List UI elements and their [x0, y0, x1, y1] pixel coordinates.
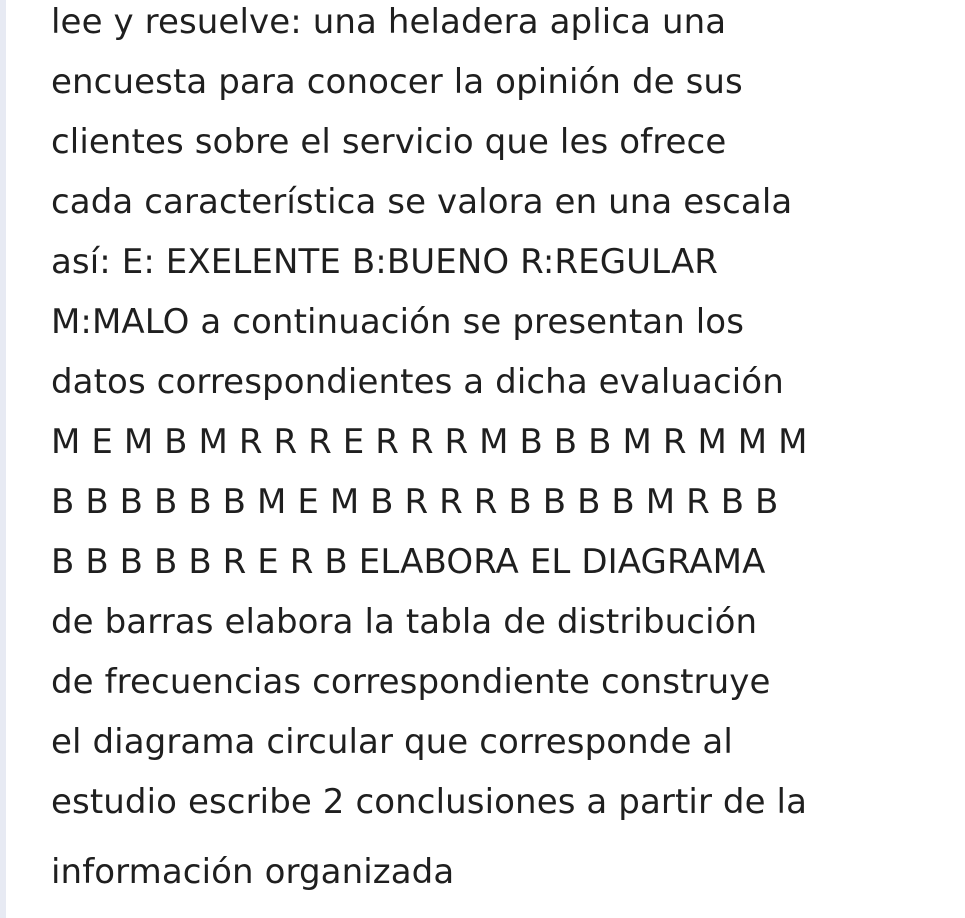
- text-line: información organizada: [51, 852, 455, 892]
- question-text: [51, 0, 956, 904]
- text-line: cada característica se valora en una escala: [51, 182, 793, 222]
- text-line: M:MALO a continuación se presentan los: [51, 302, 745, 342]
- text-line: datos correspondientes a dicha evaluación: [51, 362, 784, 402]
- text-line: clientes sobre el servicio que les ofrece: [51, 122, 727, 162]
- left-border: [0, 0, 6, 918]
- text-line: de barras elabora la tabla de distribución: [51, 602, 758, 642]
- text-line: lee y resuelve: una heladera aplica una: [51, 2, 727, 42]
- text-line: encuesta para conocer la opinión de sus: [51, 62, 743, 102]
- text-line: B B B B B B M E M B R R R B B B B M R B B: [51, 482, 779, 522]
- text-line: así: E: EXELENTE B:BUENO R:REGULAR: [51, 242, 719, 282]
- text-line: B B B B B R E R B ELABORA EL DIAGRAMA: [51, 542, 766, 582]
- text-line: M E M B M R R R E R R R M B B B M R M M M: [51, 422, 808, 462]
- text-line: el diagrama circular que corresponde al: [51, 722, 733, 762]
- text-line: de frecuencias correspondiente construye: [51, 662, 771, 702]
- text-line: estudio escribe 2 conclusiones a partir de la: [51, 782, 808, 822]
